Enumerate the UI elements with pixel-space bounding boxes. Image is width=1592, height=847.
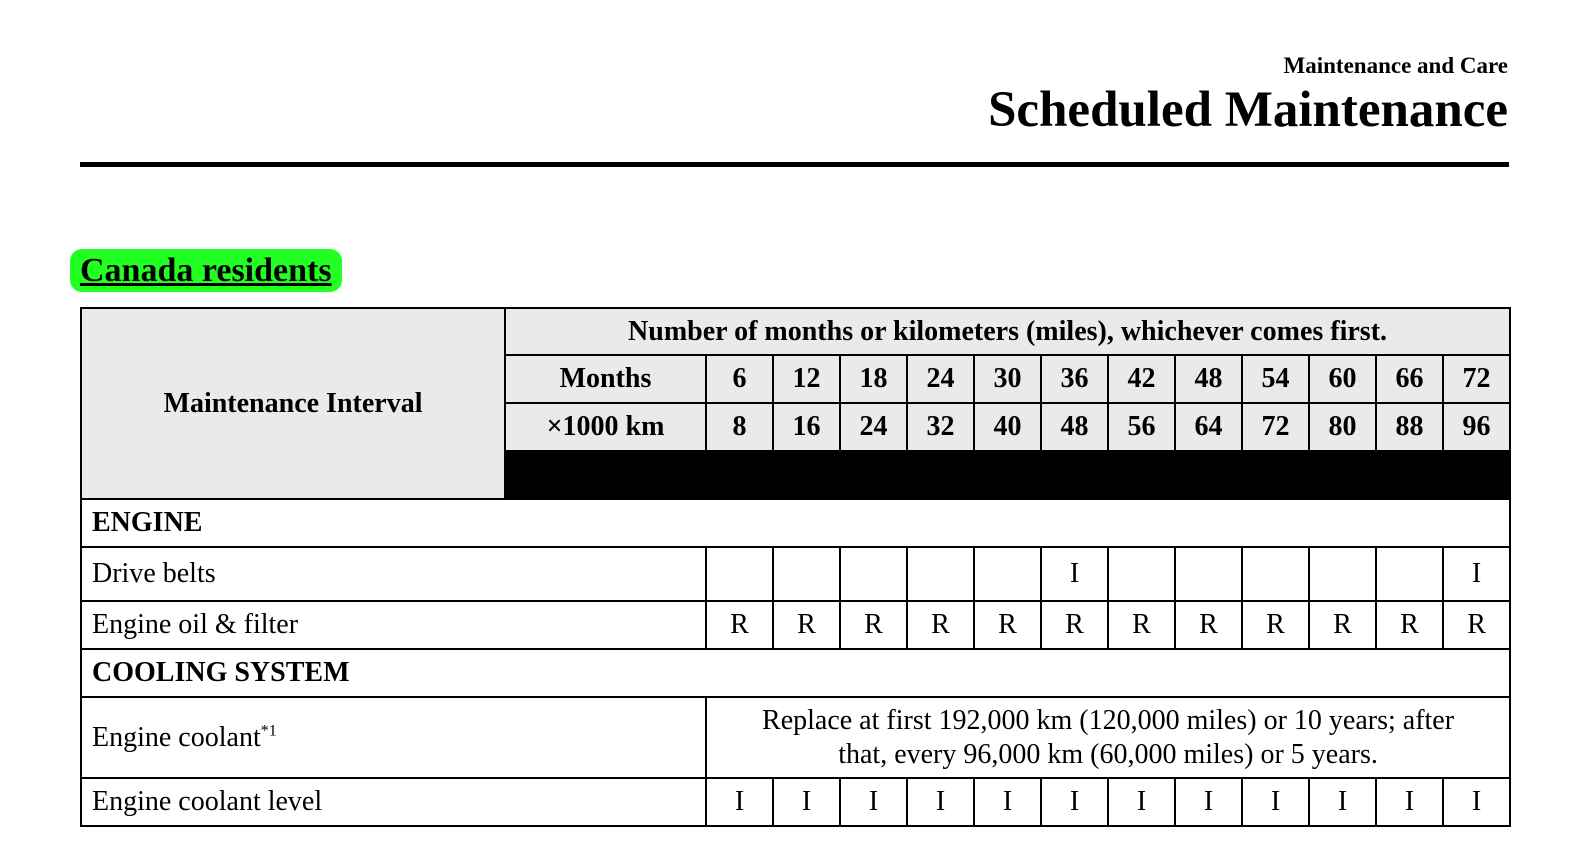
- mark-cell: [773, 547, 840, 601]
- mark-cell: R: [1175, 601, 1242, 649]
- month-cell: 60: [1309, 355, 1376, 403]
- coolant-replacement-note: [706, 697, 1510, 778]
- mark-cell: I: [1108, 778, 1175, 826]
- header-black-bar: [505, 451, 1510, 499]
- mark-cell: I: [706, 778, 773, 826]
- interval-header: Maintenance Interval: [81, 308, 505, 499]
- section-name: Maintenance and Care: [1283, 53, 1508, 78]
- item-label: [81, 697, 706, 778]
- km-cell: 72: [1242, 403, 1309, 451]
- category-cooling-system: COOLING SYSTEM: [81, 649, 1510, 697]
- item-label: Drive belts: [81, 547, 706, 601]
- km-cell: 88: [1376, 403, 1443, 451]
- mark-cell: R: [974, 601, 1041, 649]
- mark-cell: I: [1175, 778, 1242, 826]
- month-cell: 42: [1108, 355, 1175, 403]
- km-cell: 40: [974, 403, 1041, 451]
- km-cell: 80: [1309, 403, 1376, 451]
- mark-cell: [840, 547, 907, 601]
- mark-cell: I: [1376, 778, 1443, 826]
- month-cell: 66: [1376, 355, 1443, 403]
- month-cell: 24: [907, 355, 974, 403]
- mark-cell: R: [1041, 601, 1108, 649]
- item-label-text: Engine coolant: [92, 721, 261, 753]
- mark-cell: I: [1309, 778, 1376, 826]
- mark-cell: I: [907, 778, 974, 826]
- km-cell: 64: [1175, 403, 1242, 451]
- table-row: [81, 547, 1510, 601]
- mark-cell: [974, 547, 1041, 601]
- category-engine: ENGINE: [81, 499, 1510, 547]
- mark-cell: [1175, 547, 1242, 601]
- months-label: Months: [505, 355, 706, 403]
- note-line: Replace at first 192,000 km (120,000 miles) or 10 years; after: [762, 704, 1455, 736]
- mark-cell: I: [1443, 778, 1510, 826]
- note-line: that, every 96,000 km (60,000 miles) or 5 years.: [838, 738, 1378, 770]
- mark-cell: I: [840, 778, 907, 826]
- mark-cell: R: [840, 601, 907, 649]
- mark-cell: R: [773, 601, 840, 649]
- mark-cell: I: [1242, 778, 1309, 826]
- page-title: Scheduled Maintenance: [988, 82, 1508, 138]
- mark-cell: R: [1309, 601, 1376, 649]
- month-cell: 36: [1041, 355, 1108, 403]
- maintenance-schedule-table: [80, 307, 1511, 827]
- km-cell: 8: [706, 403, 773, 451]
- month-cell: 30: [974, 355, 1041, 403]
- km-cell: 24: [840, 403, 907, 451]
- mark-cell: I: [1041, 547, 1108, 601]
- mark-cell: [1108, 547, 1175, 601]
- mark-cell: I: [1443, 547, 1510, 601]
- mark-cell: [1242, 547, 1309, 601]
- month-cell: 18: [840, 355, 907, 403]
- month-cell: 12: [773, 355, 840, 403]
- mark-cell: R: [706, 601, 773, 649]
- item-label: Engine oil & filter: [81, 601, 706, 649]
- mark-cell: R: [1108, 601, 1175, 649]
- mark-cell: [1376, 547, 1443, 601]
- table-row: [81, 697, 1510, 778]
- month-cell: 48: [1175, 355, 1242, 403]
- span-heading: Number of months or kilometers (miles), whichever comes first.: [505, 308, 1510, 355]
- mark-cell: I: [773, 778, 840, 826]
- month-cell: 72: [1443, 355, 1510, 403]
- page-header: [988, 52, 1508, 140]
- month-cell: 6: [706, 355, 773, 403]
- mark-cell: [907, 547, 974, 601]
- region-heading: Canada residents: [70, 249, 342, 292]
- mark-cell: [1309, 547, 1376, 601]
- table-row: [81, 601, 1510, 649]
- mark-cell: R: [1443, 601, 1510, 649]
- km-cell: 56: [1108, 403, 1175, 451]
- km-cell: 48: [1041, 403, 1108, 451]
- mark-cell: R: [1242, 601, 1309, 649]
- km-cell: 32: [907, 403, 974, 451]
- km-label: ×1000 km: [505, 403, 706, 451]
- mark-cell: I: [974, 778, 1041, 826]
- footnote-marker: *1: [260, 722, 277, 740]
- mark-cell: I: [1041, 778, 1108, 826]
- mark-cell: R: [907, 601, 974, 649]
- km-cell: 96: [1443, 403, 1510, 451]
- header-divider: [80, 162, 1509, 167]
- mark-cell: R: [1376, 601, 1443, 649]
- mark-cell: [706, 547, 773, 601]
- item-label: Engine coolant level: [81, 778, 706, 826]
- month-cell: 54: [1242, 355, 1309, 403]
- km-cell: 16: [773, 403, 840, 451]
- table-row: [81, 778, 1510, 826]
